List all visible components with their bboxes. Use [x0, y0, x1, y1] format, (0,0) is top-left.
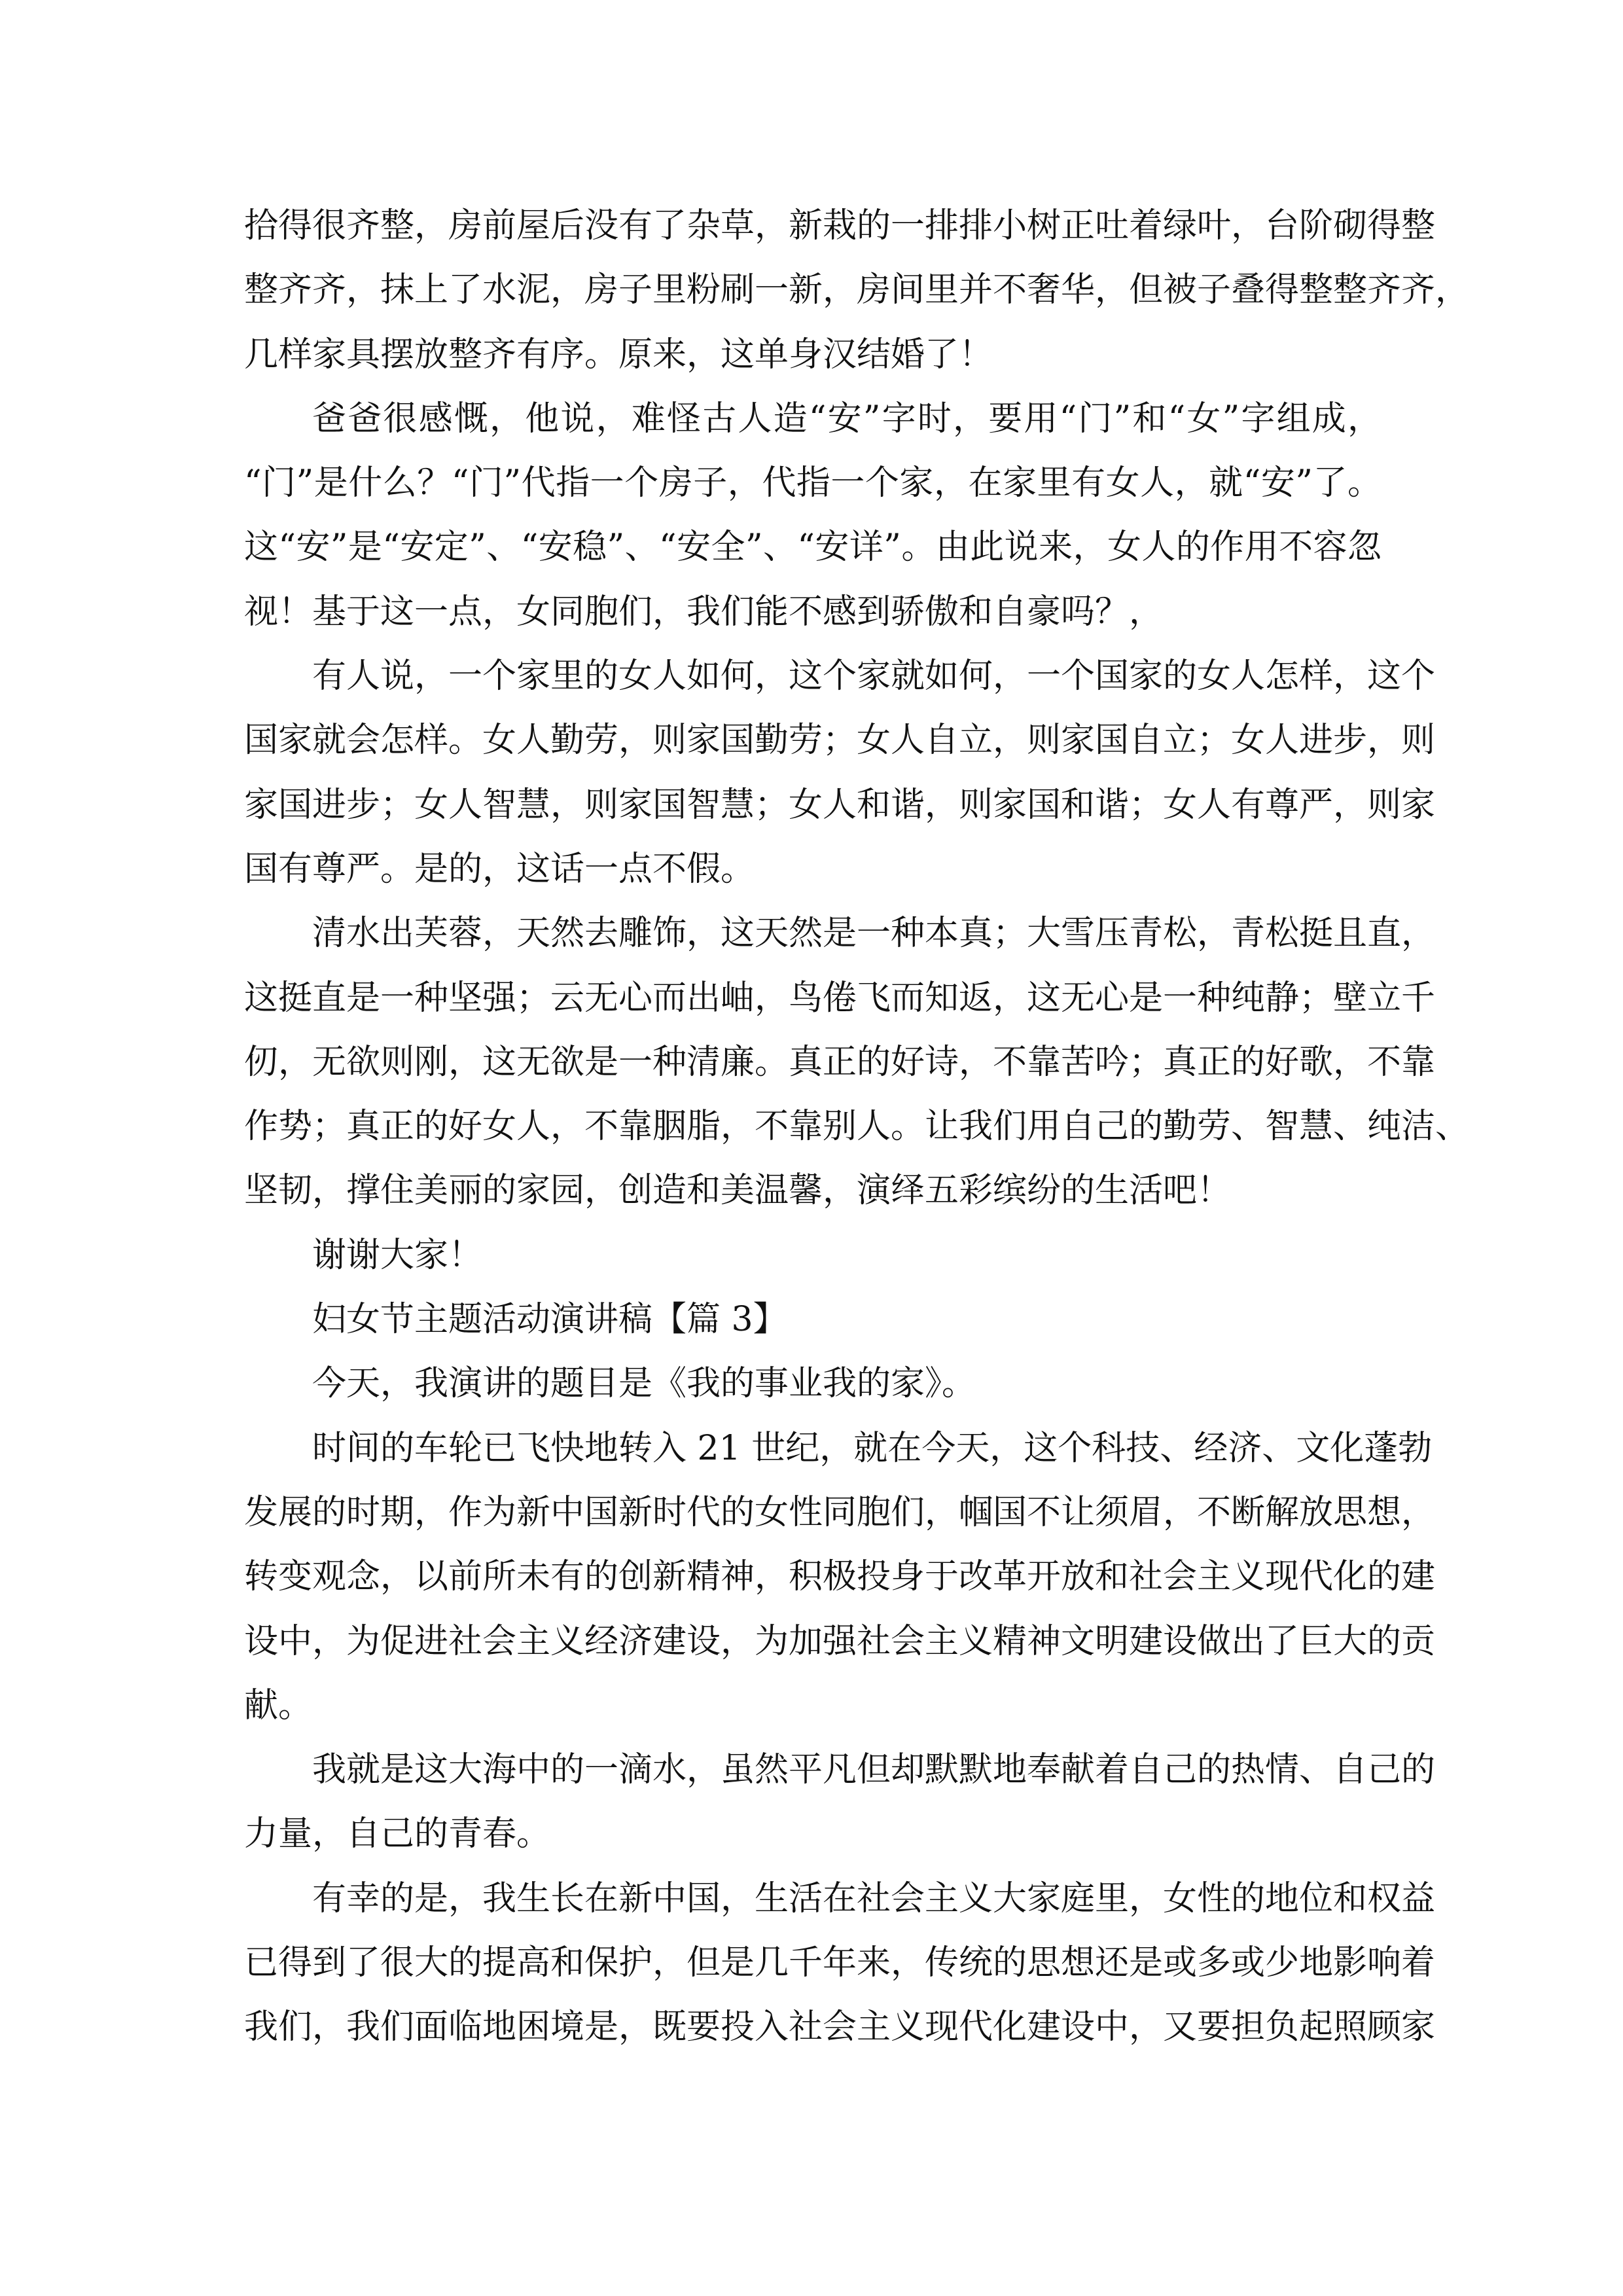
- closing-line: 谢谢大家！: [312, 1235, 483, 1275]
- text-line: 这挺直是一种坚强；云无心而出岫，鸟倦飞而知返，这无心是一种纯静；壁立千: [244, 978, 1436, 1018]
- text-line: 拾得很齐整，房前屋后没有了杂草，新栽的一排排小树正吐着绿叶，台阶砌得整: [244, 206, 1436, 245]
- text-line: 发展的时期，作为新中国新时代的女性同胞们，帼国不让须眉，不断解放思想，: [244, 1492, 1436, 1532]
- text-line: 几样家具摆放整齐有序。原来，这单身汉结婚了！: [244, 334, 993, 374]
- paragraph-start-line: 清水出芙蓉，天然去雕饰，这天然是一种本真；大雪压青松，青松挺且直，: [312, 914, 1436, 954]
- paragraph-start-line: 今天，我演讲的题目是《我的事业我的家》。: [312, 1364, 976, 1404]
- text-line: 我们，我们面临地困境是，既要投入社会主义现代化建设中，又要担负起照顾家: [244, 2007, 1436, 2047]
- text-line: 已得到了很大的提高和保护，但是几千年来，传统的思想还是或多或少地影响着: [244, 1943, 1436, 1983]
- text-line: 这“安”是“安定”、“安稳”、“安全”、“安详”。由此说来，女人的作用不容忽: [244, 528, 1382, 567]
- text-line: 力量，自己的青春。: [244, 1814, 551, 1854]
- text-line: 坚韧，撑住美丽的家园，创造和美温馨，演绎五彩缤纷的生活吧！: [244, 1171, 1232, 1211]
- paragraph-start-line: 爸爸很感慨，他说，难怪古人造“安”字时，要用“门”和“女”字组成，: [312, 399, 1382, 439]
- text-line: “门”是什么？“门”代指一个房子，代指一个家，在家里有女人，就“安”了。: [244, 463, 1382, 503]
- text-line: 作势；真正的好女人，不靠胭脂，不靠别人。让我们用自己的勤劳、智慧、纯洁、: [244, 1107, 1470, 1147]
- paragraph-start-line: 时间的车轮已飞快地转入 21 世纪，就在今天，这个科技、经济、文化蓬勃: [312, 1428, 1433, 1468]
- document-body: [244, 194, 1470, 2060]
- text-line: 整齐齐，抹上了水泥，房子里粉刷一新，房间里并不奢华，但被子叠得整整齐齐，: [244, 270, 1470, 310]
- text-line: 献。: [244, 1685, 313, 1725]
- paragraph-start-line: 我就是这大海中的一滴水，虽然平凡但却默默地奉献着自己的热情、自己的: [312, 1750, 1436, 1790]
- paragraph-start-line: 有人说，一个家里的女人如何，这个家就如何，一个国家的女人怎样，这个: [312, 656, 1436, 696]
- paragraph-start-line: 有幸的是，我生长在新中国，生活在社会主义大家庭里，女性的地位和权益: [312, 1878, 1436, 1918]
- text-line: 设中，为促进社会主义经济建设，为加强社会主义精神文明建设做出了巨大的贡: [244, 1621, 1436, 1661]
- text-line: 国家就会怎样。女人勤劳，则家国勤劳；女人自立，则家国自立；女人进步，则: [244, 721, 1436, 761]
- text-line: 仞，无欲则刚，这无欲是一种清廉。真正的好诗，不靠苦吟；真正的好歌，不靠: [244, 1042, 1436, 1082]
- section-heading: 妇女节主题活动演讲稿【篇 3】: [312, 1300, 787, 1340]
- text-line: 视！基于这一点，女同胞们，我们能不感到骄傲和自豪吗？，: [244, 592, 1164, 632]
- text-line: 转变观念，以前所未有的创新精神，积极投身于改革开放和社会主义现代化的建: [244, 1557, 1436, 1597]
- text-line: 国有尊严。是的，这话一点不假。: [244, 849, 755, 889]
- text-line: 家国进步；女人智慧，则家国智慧；女人和谐，则家国和谐；女人有尊严，则家: [244, 785, 1436, 825]
